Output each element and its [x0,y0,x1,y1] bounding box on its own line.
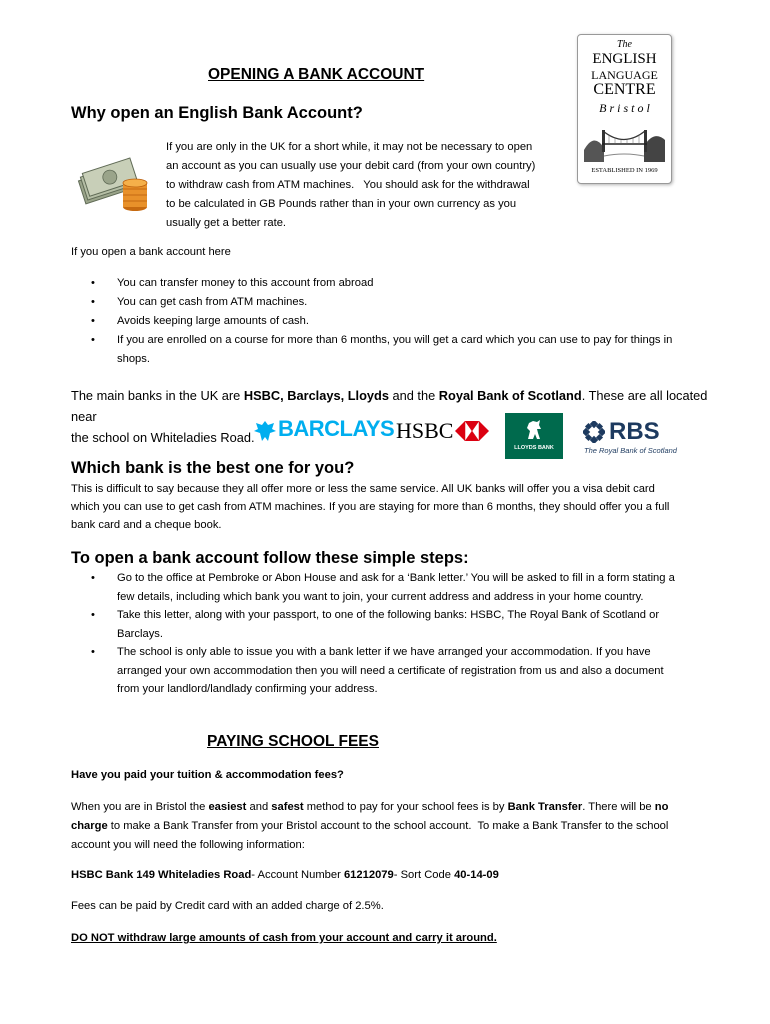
which-line: which you can use to get cash from ATM machines. If you are staying for more than 6 months, they should offer you a full [71,501,670,513]
list-item [71,569,731,606]
why-line: an account as you can usually use your debit card (from your own country) [166,160,536,172]
list-item-line: • Take this letter, along with your passport, to one of the following banks: HSBC, The Royal Bank of Scotland or [117,609,660,621]
fees-paragraph [71,798,741,855]
if-open-text: If you open a bank account here [71,246,231,258]
fees-line: charge to make a Bank Transfer from your Bristol account to the school account. To make a Bank Transfer to the school [71,820,669,832]
list-item-line: Barclays. [117,627,164,640]
page-title: OPENING A BANK ACCOUNT [208,66,425,83]
rbs-subtitle: The Royal Bank of Scotland [584,446,677,455]
list-item-line: from your landlord/landlady confirming your address. [117,683,378,695]
list-item-line: arranged your own accommodation then you will need a certificate of registration from us and also a document [117,664,664,677]
list-item-line: few details, including which bank you want to join, your current address and address in your home country. [117,590,644,603]
list-item [71,331,721,369]
fees-title: PAYING SCHOOL FEES [207,733,379,750]
eagle-icon [254,419,276,443]
steps-list [71,569,731,699]
fees-line: account you will need the following information: [71,839,305,851]
logo-bristol: B r i s t o l [599,101,650,115]
why-line: to be calculated in GB Pounds rather than in your own currency as you [166,198,517,210]
banks-line: the school on Whiteladies Road. [71,430,255,445]
daisy-wheel-icon [583,421,605,443]
list-item: • Avoids keeping large amounts of cash. [71,312,721,331]
why-line: If you are only in the UK for a short while, it may not be necessary to open [166,141,533,153]
list-item-line: • If you are enrolled on a course for more than 6 months, you will get a card which you can use to pay for things in [117,334,673,346]
list-item-line: shops. [117,353,150,365]
bank-details: HSBC Bank 149 Whiteladies Road- Account Number 61212079- Sort Code 40-14-09 [71,869,499,881]
why-heading: Why open an English Bank Account? [71,104,363,122]
which-paragraph [71,480,731,534]
fees-question: Have you paid your tuition & accommodation fees? [71,769,344,781]
list-item [71,643,731,699]
benefits-list [71,274,721,369]
list-item-line: • Go to the office at Pembroke or Abon House and ask for a ‘Bank letter.’ You will be asked to fill in a form stating a [117,572,675,584]
which-line: This is difficult to say because they all offer more or less the same service. All UK banks will offer you a visa debit card [71,483,655,495]
lloyds-logo [505,413,563,459]
why-line: to withdraw cash from ATM machines. You should ask for the withdrawal [166,179,530,191]
suspension-bridge-icon [584,120,665,162]
hsbc-wordmark: HSBC [396,418,454,443]
list-item: • You can get cash from ATM machines. [71,293,721,312]
why-paragraph [166,138,535,233]
steps-heading: To open a bank account follow these simple steps: [71,549,469,567]
fees-line: When you are in Bristol the easiest and safest method to pay for your school fees is by Bank Transfer. There will be no [71,801,669,813]
money-icon [75,155,157,215]
logo-established: ESTABLISHED IN 1969 [591,167,658,174]
barclays-wordmark: BARCLAYS [278,416,395,441]
which-heading: Which bank is the best one for you? [71,459,355,477]
logo-centre: CENTRE [593,81,656,98]
which-line: bank card and a cheque book. [71,519,222,531]
list-item [71,606,731,643]
lloyds-wordmark: LLOYDS BANK [514,445,554,451]
school-logo [577,34,672,184]
list-item-line: • The school is only able to issue you with a bank letter if we have arranged your accommodation. If you have [117,646,651,658]
warning-text: DO NOT withdraw large amounts of cash from your account and carry it around. [71,932,497,944]
rbs-wordmark: RBS [609,418,660,445]
hexagon-icon [455,421,489,441]
credit-card-note: Fees can be paid by Credit card with an added charge of 2.5%. [71,900,384,912]
horse-icon [524,419,544,441]
logo-the: The [617,39,632,50]
list-item: • You can transfer money to this account from abroad [71,274,721,293]
logo-english: ENGLISH [592,51,657,67]
why-line: usually get a better rate. [166,217,287,229]
banks-line: The main banks in the UK are HSBC, Barclays, Lloyds and the Royal Bank of Scotland. These are all located near [71,388,708,424]
logo-language: LANGUAGE [591,68,658,82]
